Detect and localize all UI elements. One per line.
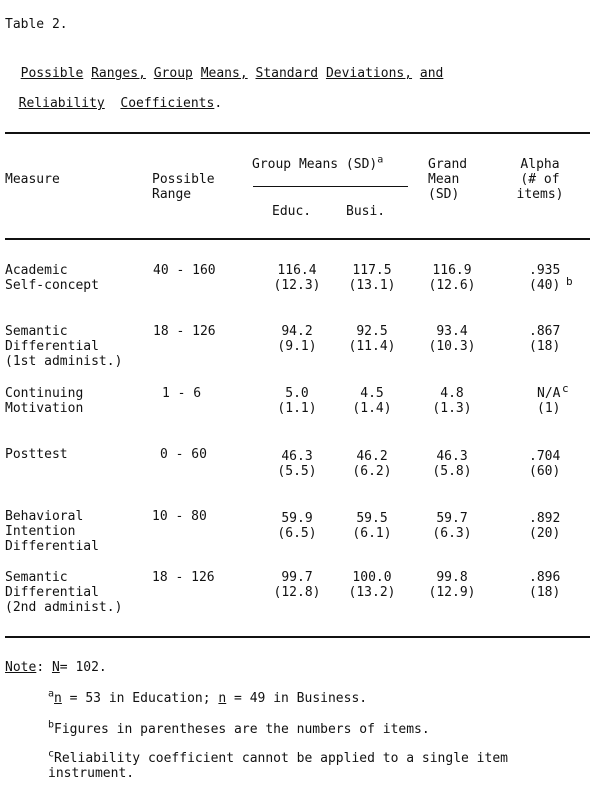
cell-range: 40 - 160 [153, 263, 216, 278]
header-measure: Measure [5, 172, 60, 187]
title-word: Means, [200, 66, 248, 81]
group-means-footnote-a: a [377, 154, 384, 166]
footnote-b-text: Figures in parentheses are the numbers of items. [54, 722, 430, 737]
header-alpha: Alpha (# of items) [516, 157, 564, 202]
top-rule [5, 132, 590, 134]
title-word: Group [153, 66, 193, 81]
header-group-means [252, 154, 384, 172]
cell-alpha: .704 (60) [529, 449, 561, 479]
title-word: and [419, 66, 444, 81]
title-word: Possible [20, 66, 84, 81]
header-busi: Busi. [346, 204, 386, 219]
group-means-rule [253, 186, 408, 187]
table-label: Table 2. [5, 17, 68, 32]
header-range: Possible Range [152, 172, 215, 202]
cell-range: 0 - 60 [160, 447, 207, 462]
cell-busi: 46.2 (6.2) [352, 449, 392, 479]
cell-grand: 59.7 (6.3) [432, 511, 472, 541]
cell-measure: Academic Self-concept [5, 263, 99, 293]
footnote-a [48, 688, 368, 706]
footnote-a-n1: n [54, 691, 62, 706]
cell-educ: 46.3 (5.5) [277, 449, 317, 479]
note-n-letter: N [51, 660, 60, 675]
title-trail: . [214, 96, 223, 111]
cell-measure: Continuing Motivation [5, 386, 84, 416]
cell-grand: 93.4 (10.3) [428, 324, 476, 354]
footnote-c [48, 748, 588, 781]
title-word: Ranges, [91, 66, 146, 81]
footnote-a-text2: = 49 in Business. [226, 691, 368, 706]
footnote-a-text1: = 53 in Education; [61, 691, 219, 706]
cell-measure: Posttest [5, 447, 68, 462]
footnote-b-marker: b [48, 719, 55, 731]
title-word: Standard [255, 66, 319, 81]
footnote-a-marker: a [48, 688, 55, 700]
cell-alpha: .867 (18) [529, 324, 561, 354]
cell-alpha: .896 (18) [529, 570, 561, 600]
header-grand-mean: Grand Mean (SD) [428, 157, 468, 202]
cell-busi: 92.5 (11.4) [348, 324, 396, 354]
cell-busi: 100.0 (13.2) [348, 570, 396, 600]
cell-educ: 94.2 (9.1) [277, 324, 317, 354]
footnote-c-text: Reliability coefficient cannot be applied to a single item instrument. [48, 751, 508, 781]
cell-measure: Semantic Differential (1st administ.) [5, 324, 123, 369]
note-n: Note: N= 102. [5, 660, 107, 675]
note-n-text: = 102. [59, 660, 107, 675]
cell-range: 18 - 126 [153, 324, 216, 339]
bottom-rule [5, 636, 590, 638]
title-word: Deviations, [325, 66, 413, 81]
cell-measure: Behavioral Intention Differential [5, 509, 99, 554]
cell-alpha-footnote: b [566, 275, 573, 288]
table-title-line2 [3, 81, 222, 111]
cell-alpha: .935 (40) [529, 263, 561, 293]
cell-grand: 99.8 (12.9) [428, 570, 476, 600]
cell-alpha: .892 (20) [529, 511, 561, 541]
cell-grand: 4.8 (1.3) [432, 386, 472, 416]
cell-range: 10 - 80 [152, 509, 207, 524]
cell-alpha-footnote: c [562, 382, 569, 395]
cell-busi: 59.5 (6.1) [352, 511, 392, 541]
cell-educ: 59.9 (6.5) [277, 511, 317, 541]
group-means-label: Group Means (SD) [252, 157, 378, 172]
cell-range: 1 - 6 [162, 386, 202, 401]
cell-alpha: N/A (1) [537, 386, 561, 416]
cell-busi: 117.5 (13.1) [348, 263, 396, 293]
title-word: Coefficients [120, 96, 215, 111]
cell-range: 18 - 126 [152, 570, 215, 585]
title-word: Reliability [18, 96, 105, 111]
cell-measure: Semantic Differential (2nd administ.) [5, 570, 123, 615]
footnote-b [48, 719, 430, 737]
header-rule [5, 238, 590, 240]
header-educ: Educ. [272, 204, 312, 219]
cell-busi: 4.5 (1.4) [352, 386, 392, 416]
footnote-c-marker: c [48, 748, 55, 760]
table-title-line1 [5, 51, 443, 81]
footnote-a-n2: n [218, 691, 227, 706]
cell-educ: 99.7 (12.8) [273, 570, 321, 600]
cell-educ: 116.4 (12.3) [273, 263, 321, 293]
cell-educ: 5.0 (1.1) [277, 386, 317, 416]
note-label: Note [5, 660, 37, 675]
cell-grand: 116.9 (12.6) [428, 263, 476, 293]
cell-grand: 46.3 (5.8) [432, 449, 472, 479]
